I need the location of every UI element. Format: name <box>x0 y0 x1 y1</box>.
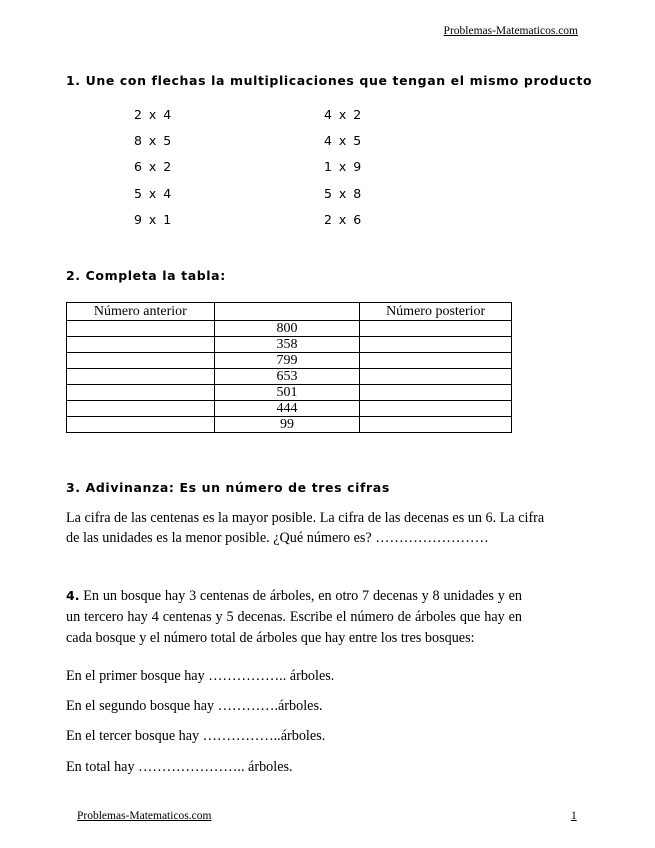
header-previous-number: Número anterior <box>67 303 215 321</box>
previous-number-cell[interactable] <box>67 337 215 353</box>
next-number-cell[interactable] <box>360 385 512 401</box>
left-multiplication-4[interactable]: 5 x 4 <box>134 186 173 201</box>
section-4-text: En un bosque hay 3 centenas de árboles, en otro 7 decenas y 8 unidades y en un tercero hay 4 centenas y 5 decenas. Escribe el número de árboles que hay en cada bosque y el número total de árboles que hay entre los tres bosques: <box>66 588 522 646</box>
table-row <box>67 353 512 369</box>
answer-line-second-forest[interactable]: En el segundo bosque hay ………….árboles. <box>66 698 323 714</box>
previous-number-cell[interactable] <box>67 353 215 369</box>
number-table <box>66 302 512 433</box>
answer-line-first-forest[interactable]: En el primer bosque hay …………….. árboles. <box>66 668 335 684</box>
previous-number-cell[interactable] <box>67 369 215 385</box>
section-3-title: Adivinanza: Es un número de tres cifras <box>85 480 390 495</box>
number-cell: 358 <box>214 337 360 353</box>
number-cell: 653 <box>214 369 360 385</box>
section-2-heading <box>66 268 226 283</box>
section-3-heading <box>66 480 390 495</box>
number-cell: 800 <box>214 321 360 337</box>
right-multiplication-5[interactable]: 2 x 6 <box>324 212 363 227</box>
header-site-link[interactable]: Problemas-Matematicos.com <box>443 25 578 37</box>
section-1-number: 1. <box>66 73 81 88</box>
riddle-line-1: La cifra de las centenas es la mayor posible. La cifra de las decenas es un 6. La cifra <box>66 510 545 526</box>
section-2-title: Completa la tabla: <box>85 268 226 283</box>
left-multiplication-3[interactable]: 6 x 2 <box>134 159 173 174</box>
previous-number-cell[interactable] <box>67 385 215 401</box>
right-multiplication-4[interactable]: 5 x 8 <box>324 186 363 201</box>
page-number: 1 <box>571 810 577 822</box>
section-2-number: 2. <box>66 268 81 283</box>
section-1-heading <box>66 73 592 88</box>
next-number-cell[interactable] <box>360 369 512 385</box>
left-multiplication-5[interactable]: 9 x 1 <box>134 212 173 227</box>
next-number-cell[interactable] <box>360 337 512 353</box>
section-1-title: Une con flechas la multiplicaciones que tengan el mismo producto <box>85 73 593 88</box>
left-multiplication-1[interactable]: 2 x 4 <box>134 107 173 122</box>
right-multiplication-2[interactable]: 4 x 5 <box>324 133 363 148</box>
previous-number-cell[interactable] <box>67 417 215 433</box>
left-multiplication-2[interactable]: 8 x 5 <box>134 133 173 148</box>
next-number-cell[interactable] <box>360 353 512 369</box>
header-next-number: Número posterior <box>360 303 512 321</box>
number-cell: 99 <box>214 417 360 433</box>
table-header-row <box>67 303 512 321</box>
previous-number-cell[interactable] <box>67 321 215 337</box>
answer-line-third-forest[interactable]: En el tercer bosque hay ……………..árboles. <box>66 728 326 744</box>
previous-number-cell[interactable] <box>67 401 215 417</box>
next-number-cell[interactable] <box>360 417 512 433</box>
table-row <box>67 321 512 337</box>
section-4-problem <box>66 585 522 649</box>
number-cell: 501 <box>214 385 360 401</box>
table-row <box>67 337 512 353</box>
right-multiplication-3[interactable]: 1 x 9 <box>324 159 363 174</box>
number-cell: 799 <box>214 353 360 369</box>
answer-line-total[interactable]: En total hay ………………….. árboles. <box>66 759 293 775</box>
table-row <box>67 401 512 417</box>
right-multiplication-1[interactable]: 4 x 2 <box>324 107 363 122</box>
header-number <box>214 303 360 321</box>
table-row <box>67 369 512 385</box>
next-number-cell[interactable] <box>360 401 512 417</box>
next-number-cell[interactable] <box>360 321 512 337</box>
footer-site-link[interactable]: Problemas-Matematicos.com <box>77 810 212 822</box>
section-3-number: 3. <box>66 480 81 495</box>
table-row <box>67 417 512 433</box>
section-4-number: 4. <box>66 588 80 603</box>
riddle-line-2: de las unidades es la menor posible. ¿Qué número es? …………………… <box>66 530 489 546</box>
table-row <box>67 385 512 401</box>
number-cell: 444 <box>214 401 360 417</box>
